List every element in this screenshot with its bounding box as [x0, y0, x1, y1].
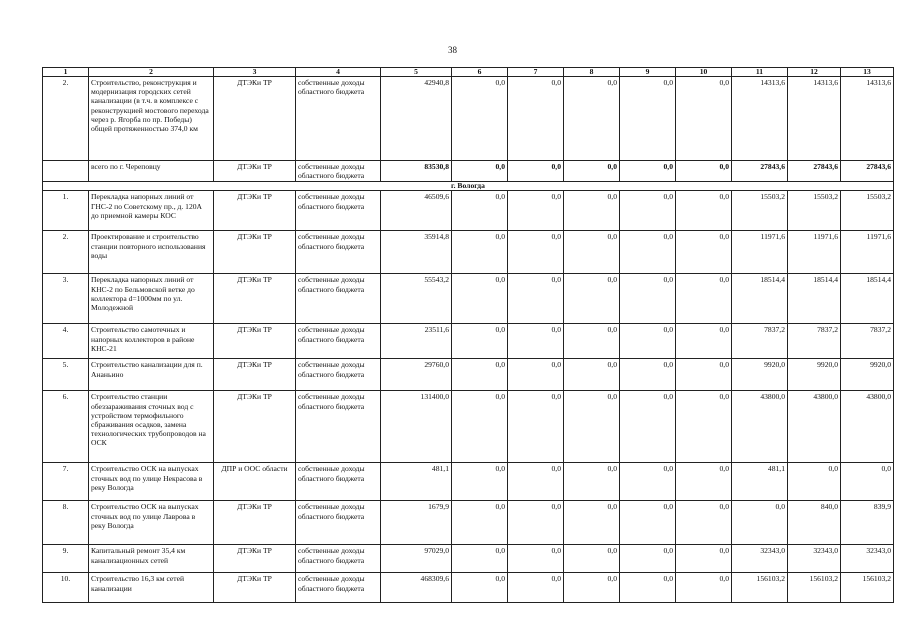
row-number: 2.	[43, 231, 89, 274]
object-name: Перекладка напорных линий от КНС-2 по Бельмовской ветке до коллектора d=1000мм по ул. Молодежной	[89, 274, 214, 324]
amount-cell: 0,0	[452, 231, 508, 274]
row-number: 6.	[43, 391, 89, 463]
row-number: 10.	[43, 573, 89, 603]
amount-cell: 14313,6	[841, 77, 894, 161]
amount-cell: 0,0	[676, 231, 732, 274]
column-number: 12	[788, 68, 841, 77]
amount-cell: 18514,4	[788, 274, 841, 324]
amount-cell: 0,0	[452, 463, 508, 501]
executor: ДТЭКи ТР	[214, 231, 296, 274]
column-number: 3	[214, 68, 296, 77]
amount-cell: 0,0	[452, 161, 508, 182]
table-row	[43, 324, 894, 359]
amount-cell: 0,0	[564, 545, 620, 573]
amount-cell: 156103,2	[841, 573, 894, 603]
amount-cell: 0,0	[676, 463, 732, 501]
executor: ДТЭКи ТР	[214, 161, 296, 182]
table-row	[43, 274, 894, 324]
row-number	[43, 161, 89, 182]
amount-cell: 0,0	[676, 391, 732, 463]
amount-cell: 55543,2	[381, 274, 452, 324]
table-row	[43, 545, 894, 573]
amount-cell: 0,0	[508, 324, 564, 359]
amount-cell: 0,0	[620, 463, 676, 501]
amount-cell: 11971,6	[732, 231, 788, 274]
amount-cell: 0,0	[508, 545, 564, 573]
amount-cell: 0,0	[620, 359, 676, 391]
amount-cell: 0,0	[676, 161, 732, 182]
amount-cell: 15503,2	[841, 191, 894, 231]
amount-cell: 9920,0	[841, 359, 894, 391]
amount-cell: 0,0	[564, 501, 620, 545]
amount-cell: 0,0	[620, 274, 676, 324]
amount-cell: 0,0	[452, 324, 508, 359]
table-row	[43, 501, 894, 545]
amount-cell: 0,0	[452, 77, 508, 161]
amount-cell: 0,0	[564, 324, 620, 359]
amount-cell: 0,0	[452, 545, 508, 573]
amount-cell: 0,0	[841, 463, 894, 501]
amount-cell: 23511,6	[381, 324, 452, 359]
row-number: 2.	[43, 77, 89, 161]
amount-cell: 0,0	[620, 391, 676, 463]
amount-cell: 0,0	[452, 359, 508, 391]
amount-cell: 27843,6	[788, 161, 841, 182]
amount-cell: 0,0	[452, 573, 508, 603]
amount-cell: 18514,4	[732, 274, 788, 324]
executor: ДТЭКи ТР	[214, 324, 296, 359]
amount-cell: 15503,2	[732, 191, 788, 231]
amount-cell: 0,0	[676, 359, 732, 391]
object-name: Строительство станции обеззараживания сточных вод с устройством термофильного сбраживания осадков, замена технологических трубопроводов на ОСК	[89, 391, 214, 463]
amount-cell: 0,0	[564, 161, 620, 182]
amount-cell: 0,0	[564, 191, 620, 231]
amount-cell: 0,0	[508, 359, 564, 391]
amount-cell: 0,0	[564, 274, 620, 324]
object-name: Строительство 16,3 км сетей канализации	[89, 573, 214, 603]
object-name: Строительство ОСК на выпусках сточных вод по улице Некрасова в реку Вологда	[89, 463, 214, 501]
funding-source: собственные доходы областного бюджета	[296, 161, 381, 182]
amount-cell: 0,0	[564, 573, 620, 603]
total-row	[43, 161, 894, 182]
object-name: Строительство канализации для п. Ананьино	[89, 359, 214, 391]
amount-cell: 0,0	[620, 545, 676, 573]
executor: ДТЭКи ТР	[214, 391, 296, 463]
amount-cell: 43800,0	[788, 391, 841, 463]
funding-source: собственные доходы областного бюджета	[296, 359, 381, 391]
column-number: 11	[732, 68, 788, 77]
amount-cell: 9920,0	[732, 359, 788, 391]
amount-cell: 0,0	[676, 545, 732, 573]
amount-cell: 0,0	[508, 573, 564, 603]
amount-cell: 0,0	[452, 391, 508, 463]
amount-cell: 0,0	[676, 191, 732, 231]
amount-cell: 32343,0	[841, 545, 894, 573]
funding-source: собственные доходы областного бюджета	[296, 77, 381, 161]
amount-cell: 15503,2	[788, 191, 841, 231]
amount-cell: 0,0	[620, 161, 676, 182]
column-number: 2	[89, 68, 214, 77]
executor: ДТЭКи ТР	[214, 573, 296, 603]
table-row	[43, 463, 894, 501]
amount-cell: 0,0	[508, 77, 564, 161]
amount-cell: 0,0	[620, 573, 676, 603]
amount-cell: 0,0	[508, 191, 564, 231]
amount-cell: 0,0	[620, 77, 676, 161]
amount-cell: 0,0	[676, 77, 732, 161]
amount-cell: 43800,0	[841, 391, 894, 463]
city-section-title: г. Вологда	[43, 182, 894, 191]
funding-source: собственные доходы областного бюджета	[296, 391, 381, 463]
amount-cell: 97029,0	[381, 545, 452, 573]
object-name: Капитальный ремонт 35,4 км канализационных сетей	[89, 545, 214, 573]
amount-cell: 0,0	[620, 501, 676, 545]
executor: ДТЭКи ТР	[214, 359, 296, 391]
column-number: 6	[452, 68, 508, 77]
object-name: Перекладка напорных линий от ГНС-2 по Советскому пр., д. 120А до приемной камеры КОС	[89, 191, 214, 231]
amount-cell: 27843,6	[732, 161, 788, 182]
funding-source: собственные доходы областного бюджета	[296, 274, 381, 324]
amount-cell: 9920,0	[788, 359, 841, 391]
executor: ДТЭКи ТР	[214, 77, 296, 161]
column-number: 5	[381, 68, 452, 77]
amount-cell: 131400,0	[381, 391, 452, 463]
amount-cell: 0,0	[564, 391, 620, 463]
object-name: Строительство ОСК на выпусках сточных вод по улице Лаврова в реку Вологда	[89, 501, 214, 545]
executor: ДТЭКи ТР	[214, 274, 296, 324]
amount-cell: 29760,0	[381, 359, 452, 391]
object-name: Проектирование и строительство станции повторного использования воды	[89, 231, 214, 274]
amount-cell: 14313,6	[732, 77, 788, 161]
table-row	[43, 573, 894, 603]
column-number-row	[43, 68, 894, 77]
table-row	[43, 231, 894, 274]
amount-cell: 43800,0	[732, 391, 788, 463]
funding-source: собственные доходы областного бюджета	[296, 501, 381, 545]
amount-cell: 0,0	[564, 231, 620, 274]
amount-cell: 0,0	[508, 274, 564, 324]
table-row	[43, 391, 894, 463]
row-number: 7.	[43, 463, 89, 501]
row-number: 8.	[43, 501, 89, 545]
executor: ДПР и ООС области	[214, 463, 296, 501]
budget-table	[42, 67, 894, 603]
amount-cell: 156103,2	[788, 573, 841, 603]
row-number: 1.	[43, 191, 89, 231]
amount-cell: 0,0	[564, 359, 620, 391]
amount-cell: 0,0	[620, 191, 676, 231]
row-number: 3.	[43, 274, 89, 324]
amount-cell: 18514,4	[841, 274, 894, 324]
amount-cell: 481,1	[732, 463, 788, 501]
amount-cell: 0,0	[564, 77, 620, 161]
funding-source: собственные доходы областного бюджета	[296, 463, 381, 501]
amount-cell: 0,0	[508, 463, 564, 501]
column-number: 4	[296, 68, 381, 77]
table-row	[43, 77, 894, 161]
amount-cell: 0,0	[732, 501, 788, 545]
amount-cell: 27843,6	[841, 161, 894, 182]
amount-cell: 468309,6	[381, 573, 452, 603]
table-row	[43, 359, 894, 391]
page-number: 38	[448, 45, 457, 55]
column-number: 1	[43, 68, 89, 77]
amount-cell: 32343,0	[732, 545, 788, 573]
executor: ДТЭКи ТР	[214, 501, 296, 545]
amount-cell: 32343,0	[788, 545, 841, 573]
amount-cell: 0,0	[676, 274, 732, 324]
amount-cell: 0,0	[508, 391, 564, 463]
amount-cell: 0,0	[508, 161, 564, 182]
row-number: 4.	[43, 324, 89, 359]
column-number: 9	[620, 68, 676, 77]
amount-cell: 0,0	[676, 501, 732, 545]
amount-cell: 839,9	[841, 501, 894, 545]
column-number: 8	[564, 68, 620, 77]
column-number: 13	[841, 68, 894, 77]
funding-source: собственные доходы областного бюджета	[296, 191, 381, 231]
amount-cell: 0,0	[452, 501, 508, 545]
amount-cell: 0,0	[508, 231, 564, 274]
amount-cell: 0,0	[788, 463, 841, 501]
amount-cell: 1679,9	[381, 501, 452, 545]
table-row	[43, 191, 894, 231]
row-number: 5.	[43, 359, 89, 391]
executor: ДТЭКи ТР	[214, 545, 296, 573]
amount-cell: 0,0	[452, 274, 508, 324]
column-number: 10	[676, 68, 732, 77]
amount-cell: 11971,6	[841, 231, 894, 274]
amount-cell: 0,0	[452, 191, 508, 231]
object-name: Строительство самотечных и напорных коллекторов в районе КНС-21	[89, 324, 214, 359]
amount-cell: 14313,6	[788, 77, 841, 161]
row-number: 9.	[43, 545, 89, 573]
amount-cell: 0,0	[676, 573, 732, 603]
amount-cell: 0,0	[620, 324, 676, 359]
amount-cell: 46509,6	[381, 191, 452, 231]
amount-cell: 481,1	[381, 463, 452, 501]
amount-cell: 83530,8	[381, 161, 452, 182]
city-section-row	[43, 182, 894, 191]
amount-cell: 0,0	[564, 463, 620, 501]
amount-cell: 7837,2	[788, 324, 841, 359]
amount-cell: 0,0	[620, 231, 676, 274]
amount-cell: 156103,2	[732, 573, 788, 603]
amount-cell: 42940,8	[381, 77, 452, 161]
amount-cell: 35914,8	[381, 231, 452, 274]
column-number: 7	[508, 68, 564, 77]
amount-cell: 11971,6	[788, 231, 841, 274]
funding-source: собственные доходы областного бюджета	[296, 231, 381, 274]
funding-source: собственные доходы областного бюджета	[296, 573, 381, 603]
funding-source: собственные доходы областного бюджета	[296, 324, 381, 359]
amount-cell: 7837,2	[732, 324, 788, 359]
amount-cell: 0,0	[676, 324, 732, 359]
funding-source: собственные доходы областного бюджета	[296, 545, 381, 573]
amount-cell: 7837,2	[841, 324, 894, 359]
executor: ДТЭКи ТР	[214, 191, 296, 231]
amount-cell: 840,0	[788, 501, 841, 545]
amount-cell: 0,0	[508, 501, 564, 545]
object-name: всего по г. Череповцу	[89, 161, 214, 182]
object-name: Строительство, реконструкция и модернизация городских сетей канализации (в т.ч. в комплексе с реконструкцией мостового перехода через р. Ягорба по пр. Победы) общей протяженностью 374,0 км	[89, 77, 214, 161]
